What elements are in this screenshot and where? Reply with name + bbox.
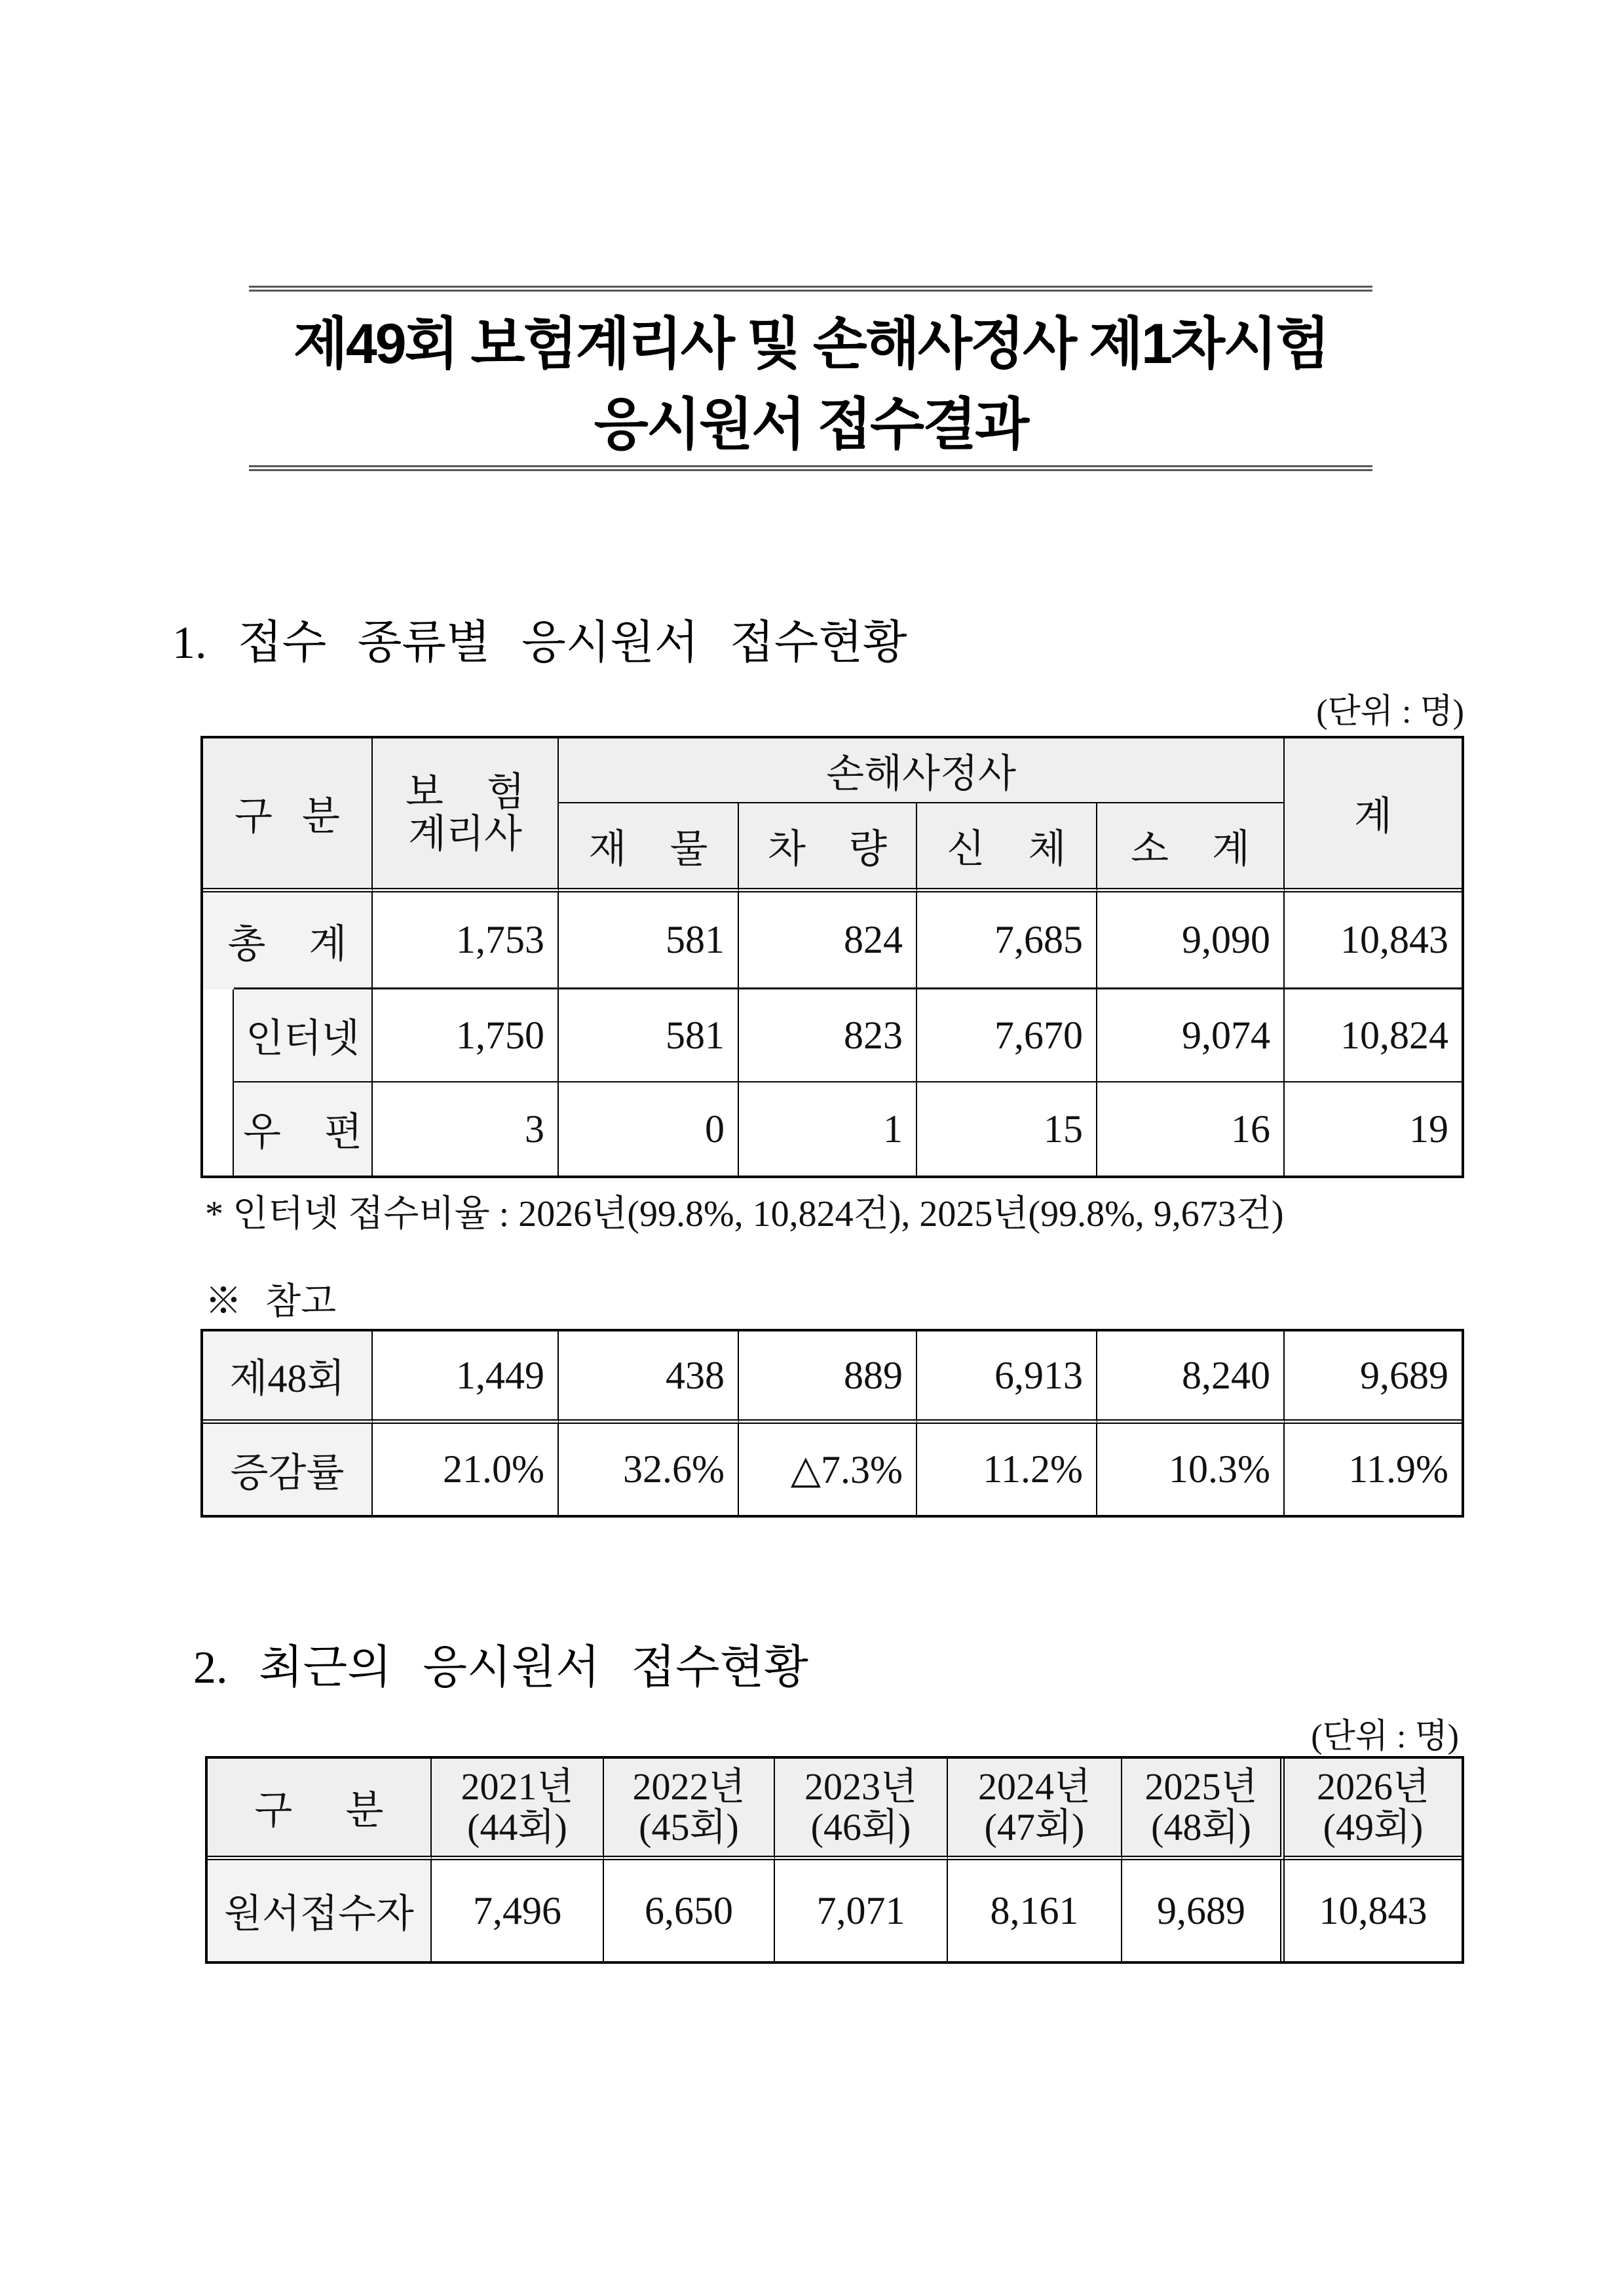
round-label: (45회) (639, 1806, 739, 1848)
header-category: 구 분 (208, 1759, 432, 1860)
mail-grand-total: 19 (1409, 1107, 1449, 1151)
reference-table (200, 1329, 1464, 1518)
header-year-2022 (604, 1759, 775, 1860)
row-label-internet: 인터넷 (234, 989, 373, 1082)
round-label: (44회) (467, 1806, 567, 1848)
header-actuary-line-2: 계리사 (408, 813, 522, 856)
prev-body: 6,913 (917, 1331, 1097, 1424)
year-label: 2024년 (977, 1765, 1091, 1808)
applicants-2025: 9,689 (1122, 1860, 1285, 1961)
mail-actuary: 3 (373, 1082, 559, 1176)
year-label: 2021년 (461, 1765, 574, 1808)
rate-property: 32.6% (559, 1424, 739, 1515)
table-row-internet (203, 989, 1462, 1082)
prev-grand-total: 9,689 (1285, 1331, 1462, 1424)
row-label-total: 총 계 (203, 892, 373, 989)
rate-body: 11.2% (917, 1424, 1097, 1515)
header-property: 재 물 (559, 803, 739, 892)
applicants-2024: 8,161 (948, 1860, 1122, 1961)
header-row-years (208, 1759, 1462, 1860)
row-label-previous-round: 제48회 (203, 1331, 373, 1424)
internet-vehicle: 823 (739, 989, 917, 1082)
header-year-2021 (432, 1759, 604, 1860)
year-label: 2022년 (632, 1765, 746, 1808)
internet-body: 7,670 (917, 989, 1097, 1082)
mail-property: 0 (559, 1082, 739, 1176)
reference-label: ※ 참고 (205, 1282, 337, 1322)
total-adjuster-subtotal: 9,090 (1097, 892, 1285, 989)
table-row-total (203, 892, 1462, 989)
total-vehicle: 824 (739, 892, 917, 989)
header-total: 계 (1285, 738, 1462, 892)
year-label: 2025년 (1144, 1765, 1258, 1808)
header-vehicle: 차 량 (739, 803, 917, 892)
total-property: 581 (559, 892, 739, 989)
applicants-2021: 7,496 (432, 1860, 604, 1961)
section1-unit-label: (단위 : 명) (1316, 693, 1464, 731)
header-body: 신 체 (917, 803, 1097, 892)
row-label-applicants: 원서접수자 (208, 1860, 432, 1961)
header-adjuster-subtotal: 소 계 (1097, 803, 1285, 892)
year-label: 2026년 (1316, 1765, 1430, 1808)
header-year-2023 (775, 1759, 948, 1860)
recent-applications-table (205, 1756, 1464, 1964)
applicants-2026: 10,843 (1319, 1888, 1427, 1932)
header-row-1 (203, 738, 1462, 803)
table-row-mail (203, 1082, 1462, 1176)
applications-by-type-table (200, 736, 1464, 1178)
round-label: (47회) (984, 1806, 1085, 1848)
round-label: (49회) (1323, 1806, 1424, 1848)
rate-vehicle: △7.3% (739, 1424, 917, 1515)
section2-heading: 2. 최근의 응시원서 접수현황 (193, 1643, 808, 1693)
table-row-applicants (208, 1860, 1462, 1961)
header-category: 구 분 (203, 738, 373, 892)
prev-vehicle: 889 (739, 1331, 917, 1424)
prev-actuary: 1,449 (373, 1331, 559, 1424)
header-adjuster-group: 손해사정사 (559, 738, 1285, 803)
round-label: (46회) (810, 1806, 911, 1848)
internet-actuary: 1,750 (373, 989, 559, 1082)
applicants-2023: 7,071 (775, 1860, 948, 1961)
total-grand-total: 10,843 (1285, 892, 1462, 989)
header-year-2024 (948, 1759, 1122, 1860)
rate-actuary: 21.0% (373, 1424, 559, 1515)
total-actuary: 1,753 (373, 892, 559, 989)
rate-grand-total: 11.9% (1348, 1447, 1448, 1491)
prev-property: 438 (559, 1331, 739, 1424)
row-label-mail: 우 편 (234, 1082, 373, 1176)
header-year-2025 (1122, 1759, 1285, 1860)
row-label-change-rate: 증감률 (203, 1424, 373, 1515)
table-row-previous-round (203, 1331, 1462, 1424)
mail-vehicle: 1 (739, 1082, 917, 1176)
header-year-2026 (1285, 1759, 1462, 1860)
title-line-2: 응시원서 접수결과 (594, 393, 1028, 456)
prev-adjuster-subtotal: 8,240 (1097, 1331, 1285, 1424)
rate-adjuster-subtotal: 10.3% (1097, 1424, 1285, 1515)
internet-property: 581 (559, 989, 739, 1082)
section1-heading: 1. 접수 종류별 응시원서 접수현황 (172, 618, 907, 668)
applicants-2022: 6,650 (604, 1860, 775, 1961)
year-label: 2023년 (804, 1765, 918, 1808)
internet-ratio-footnote: * 인터넷 접수비율 : 2026년(99.8%, 10,824건), 2025년(99.8%, 9,673건) (205, 1194, 1284, 1234)
section2-unit-label: (단위 : 명) (1311, 1718, 1459, 1755)
internet-grand-total: 10,824 (1285, 989, 1462, 1082)
internet-adjuster-subtotal: 9,074 (1097, 989, 1285, 1082)
header-actuary-line-1: 보 험 (406, 771, 525, 814)
total-body: 7,685 (917, 892, 1097, 989)
table-row-change-rate (203, 1424, 1462, 1515)
mail-body: 15 (917, 1082, 1097, 1176)
header-actuary (373, 738, 559, 892)
round-label: (48회) (1151, 1806, 1251, 1848)
mail-adjuster-subtotal: 16 (1097, 1082, 1285, 1176)
title-line-1: 제49회 보험계리사 및 손해사정사 제1차시험 (293, 313, 1329, 375)
row-indent-spacer (203, 989, 234, 1176)
title-block (249, 286, 1372, 471)
